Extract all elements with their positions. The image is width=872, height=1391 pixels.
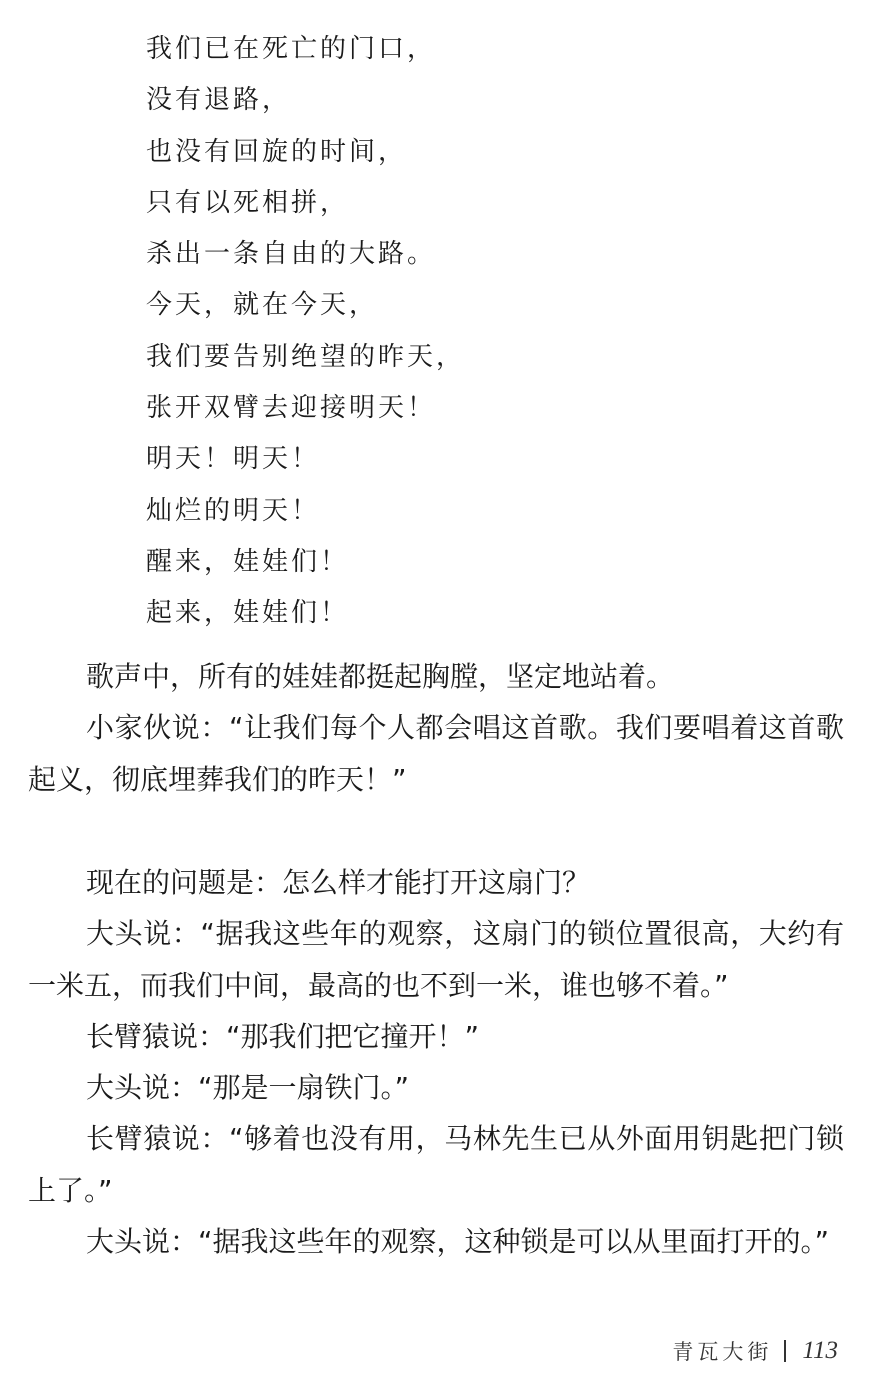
poem-line: 灿烂的明天！ — [146, 495, 321, 526]
paragraph-bighead-open-inside: 大头说：“据我这些年的观察，这种锁是可以从里面打开的。” — [86, 1225, 830, 1258]
poem-line: 醒来，娃娃们！ — [146, 546, 350, 577]
paragraph-gibbon-locked: 长臂猿说：“够着也没有用，马林先生已从外面用钥匙把门锁上了。” — [28, 1122, 844, 1207]
footer-divider — [784, 1340, 786, 1362]
page-number: 113 — [802, 1337, 838, 1364]
poem-line: 起来，娃娃们！ — [146, 598, 350, 629]
poem-line: 我们已在死亡的门口， — [146, 34, 437, 64]
paragraph-gibbon-ram: 长臂猿说：“那我们把它撞开！” — [86, 1020, 480, 1053]
poem-line: 今天，就在今天， — [146, 290, 379, 321]
book-title: 青瓦大街 — [672, 1340, 773, 1364]
paragraph-little-guy-speech: 小家伙说：“让我们每个人都会唱这首歌。我们要唱着这首歌起义，彻底埋葬我们的昨天！” — [28, 711, 844, 796]
poem-line: 没有退路， — [146, 85, 292, 116]
paragraph-bighead-iron-door: 大头说：“那是一扇铁门。” — [86, 1071, 410, 1104]
poem-stanza — [146, 24, 826, 640]
poem-line: 张开双臂去迎接明天！ — [146, 393, 437, 424]
paragraph-bighead-lock-height: 大头说：“据我这些年的观察，这扇门的锁位置很高，大约有一米五，而我们中间，最高的也不到一米，谁也够不着。” — [28, 917, 844, 1002]
paragraph-door-question: 现在的问题是：怎么样才能打开这扇门？ — [86, 866, 591, 899]
poem-line: 杀出一条自由的大路。 — [146, 239, 437, 270]
paragraph-singing: 歌声中，所有的娃娃都挺起胸膛，坚定地站着。 — [86, 660, 675, 693]
poem-line: 也没有回旋的时间， — [146, 136, 408, 167]
poem-line: 只有以死相拼， — [146, 187, 350, 218]
poem-line: 明天！明天！ — [146, 444, 321, 475]
poem-line: 我们要告别绝望的昨天， — [146, 341, 466, 372]
page-footer — [672, 1333, 838, 1369]
